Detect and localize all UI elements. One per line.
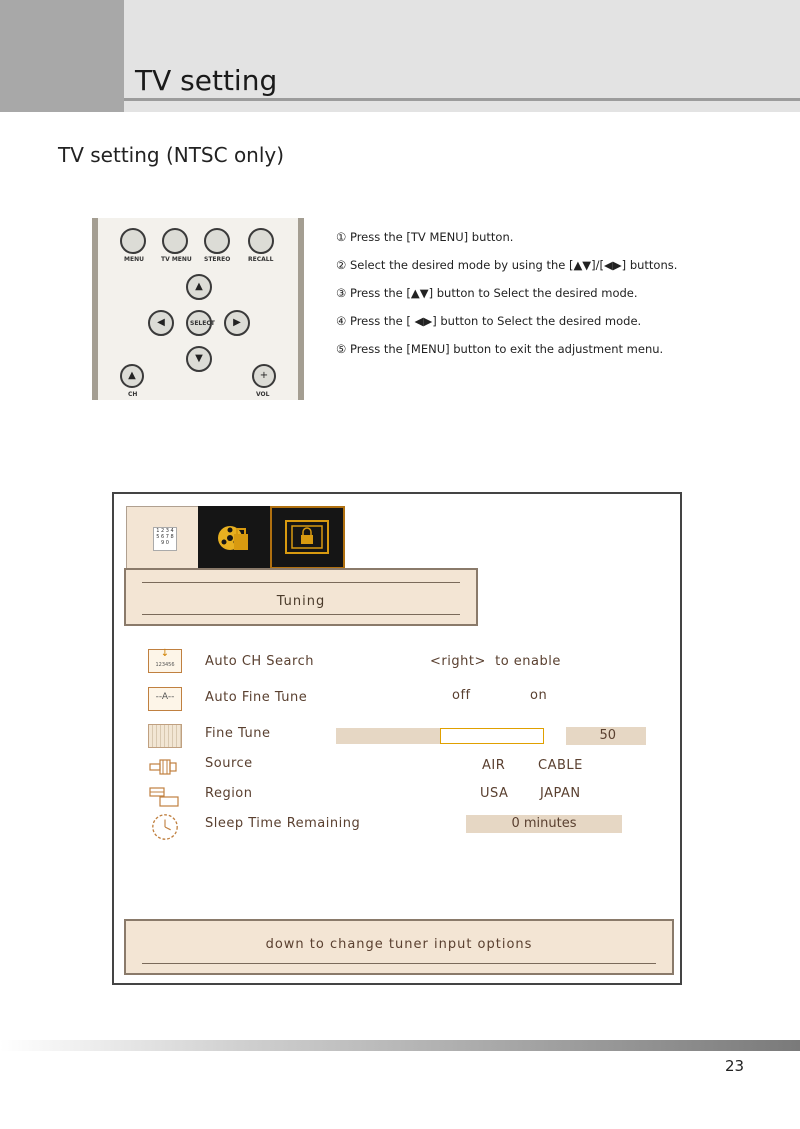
fine-tune-slider-fill bbox=[440, 728, 544, 744]
region-icon bbox=[148, 786, 180, 808]
remote-label-vol: VOL bbox=[256, 391, 270, 398]
up-arrow-icon: ▲ bbox=[195, 281, 203, 292]
auto-ch-search-label: Auto CH Search bbox=[205, 654, 314, 669]
menu-button-illustration bbox=[120, 228, 146, 254]
instruction-step-4: ④ Press the [ ◀▶] button to Select the desired mode. bbox=[336, 314, 642, 328]
clock-icon bbox=[150, 812, 180, 842]
down-arrow-icon: ▼ bbox=[195, 353, 203, 364]
source-air-option[interactable]: AIR bbox=[482, 758, 506, 773]
sleep-time-value[interactable]: 0 minutes bbox=[466, 815, 622, 833]
page-title: TV setting bbox=[135, 64, 278, 97]
source-cable-option[interactable]: CABLE bbox=[538, 758, 583, 773]
section-title: TV setting (NTSC only) bbox=[58, 143, 285, 167]
divider bbox=[142, 582, 460, 583]
fine-tune-slider[interactable] bbox=[336, 728, 544, 744]
region-label: Region bbox=[205, 786, 253, 801]
sleep-time-label: Sleep Time Remaining bbox=[205, 816, 361, 831]
instruction-step-3: ③ Press the [▲▼] button to Select the desired mode. bbox=[336, 286, 638, 300]
remote-label-stereo: STEREO bbox=[204, 256, 231, 263]
remote-label-ch: CH bbox=[128, 391, 138, 398]
auto-fine-tune-on-option[interactable]: on bbox=[530, 688, 548, 703]
arrow-icon: --A-- bbox=[155, 692, 175, 702]
left-arrow-icon: ◀ bbox=[157, 317, 165, 328]
antenna-plug-icon bbox=[148, 756, 180, 778]
auto-fine-tune-icon bbox=[148, 687, 182, 711]
down-arrow-icon: ↓ bbox=[160, 648, 170, 659]
stereo-button-illustration bbox=[204, 228, 230, 254]
auto-fine-tune-off-option[interactable]: off bbox=[452, 688, 471, 703]
remote-label-select: SELECT bbox=[190, 320, 215, 327]
right-arrow-icon: ▶ bbox=[233, 317, 241, 328]
instruction-step-2: ② Select the desired mode by using the [▲▼]/[◀▶] buttons. bbox=[336, 258, 678, 272]
divider bbox=[142, 963, 656, 964]
screen-lock-icon bbox=[284, 518, 330, 558]
film-reel-icon bbox=[214, 518, 254, 558]
channel-numbers-text: 123456 bbox=[155, 662, 175, 668]
source-label: Source bbox=[205, 756, 253, 771]
auto-fine-tune-label: Auto Fine Tune bbox=[205, 690, 308, 705]
region-usa-option[interactable]: USA bbox=[480, 786, 509, 801]
divider bbox=[142, 614, 460, 615]
ch-up-arrow-icon: ▲ bbox=[128, 370, 136, 381]
status-bar bbox=[124, 919, 674, 975]
fine-tune-value: 50 bbox=[566, 727, 646, 745]
footer-divider bbox=[0, 1040, 800, 1051]
tab-lock[interactable] bbox=[270, 506, 345, 569]
tab-picture[interactable] bbox=[198, 506, 270, 569]
tv-menu-button-illustration bbox=[162, 228, 188, 254]
auto-ch-search-value[interactable]: <right> to enable bbox=[430, 654, 561, 669]
remote-label-tv-menu: TV MENU bbox=[161, 256, 192, 263]
remote-control-illustration bbox=[92, 218, 304, 400]
channel-grid-icon: 1 2 3 4 5 6 7 8 9 0 bbox=[153, 527, 177, 551]
page-number: 23 bbox=[725, 1057, 745, 1075]
plus-icon: + bbox=[259, 370, 269, 381]
osd-menu bbox=[112, 492, 682, 985]
remote-label-recall: RECALL bbox=[248, 256, 274, 263]
fine-tune-label: Fine Tune bbox=[205, 726, 271, 741]
header-accent-block bbox=[0, 0, 124, 112]
instruction-step-1: ① Press the [TV MENU] button. bbox=[336, 230, 514, 244]
remote-label-menu: MENU bbox=[124, 256, 144, 263]
instruction-step-5: ⑤ Press the [MENU] button to exit the adjustment menu. bbox=[336, 342, 664, 356]
tuning-header bbox=[124, 568, 478, 626]
header-divider bbox=[124, 98, 800, 101]
status-text: down to change tuner input options bbox=[265, 937, 533, 952]
auto-channel-search-icon bbox=[148, 649, 182, 673]
recall-button-illustration bbox=[248, 228, 274, 254]
fine-tune-icon bbox=[148, 724, 182, 748]
region-japan-option[interactable]: JAPAN bbox=[540, 786, 581, 801]
tuning-title: Tuning bbox=[276, 594, 326, 609]
tab-tuning[interactable] bbox=[126, 506, 199, 569]
